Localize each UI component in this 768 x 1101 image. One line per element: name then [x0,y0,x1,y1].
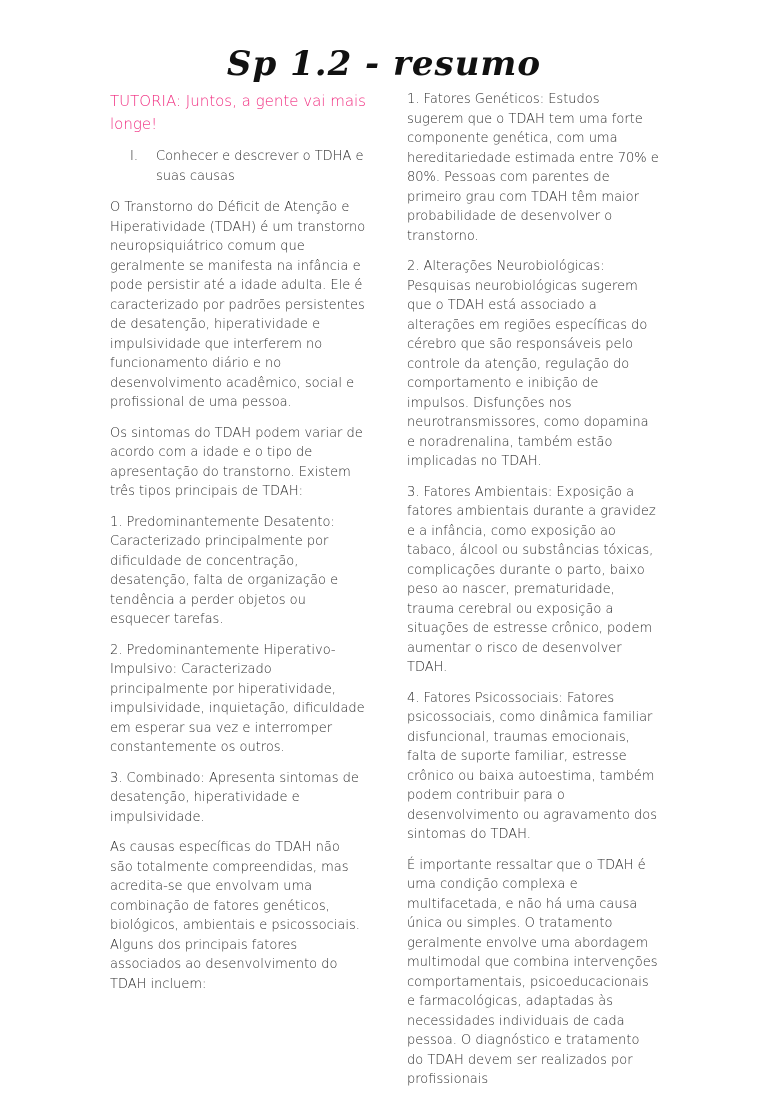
goal-number: I. [130,149,138,164]
paragraph-genetic-factors: 1. Fatores Genéticos: Estudos sugerem que o TDAH tem uma forte componente genética, com uma hereditariedade estimada entre 70% e 80%. Pessoas com parentes de primeiro grau com TDAH têm maior probabilidade de desenvolver o transtorno. [407,92,659,244]
paragraph-causes: As causas específicas do TDAH não são totalmente compreendidas, mas acredita-se que envolvam uma combinação de fatores genéticos, biológicos, ambientais e psicossociais. Alguns dos principais fatores associados ao desenvolvimento do TDAH incluem: [110,840,360,992]
paragraph-symptoms: Os sintomas do TDAH podem variar de acordo com a idade e o tipo de apresentação do transtorno. Existem três tipos principais de TDAH: [110,425,363,499]
page-title: Sp 1.2 - resumo [226,44,542,84]
paragraph-conclusion: É importante ressaltar que o TDAH é uma condição complexa e multifacetada, e não há uma causa única ou simples. O tratamento geralmente envolve uma abordagem multimodal que combina intervenções comportamentais, psicoeducacionais e farmacológicas, adaptadas às necessidades individuais de cada pessoa. O diagnóstico e tratamento do TDAH devem ser realizados por profissionais [407,857,658,1087]
paragraph-neurobiological: 2. Alterações Neurobiológicas: Pesquisas neurobiológicas sugerem que o TDAH está associado a alterações em regiões específicas do cérebro que são responsáveis pelo controle da atenção, regulação do comportamento e inibição de impulsos. Disfunções nos neurotransmissores, como dopamina e noradrenalina, também estão implicadas no TDAH. [407,259,649,469]
paragraph-type-hyperactive: 2. Predominantemente Hiperativo-Impulsivo: Caracterizado principalmente por hiperatividade, impulsividade, inquietação, dificuldade em esperar sua vez e interromper constantemente os outros. [110,642,365,755]
paragraph-psychosocial: 4. Fatores Psicossociais: Fatores psicossociais, como dinâmica familiar disfuncional, traumas emocionais, falta de suporte familiar, estresse crônico ou baixa autoestima, também podem contribuir para o desenvolvimento ou agravamento dos sintomas do TDAH. [407,690,658,842]
learning-goal [110,147,366,186]
paragraph-intro: O Transtorno do Déficit de Atenção e Hiperatividade (TDAH) é um transtorno neuropsiquiátrico comum que geralmente se manifesta na infância e pode persistir até a idade adulta. Ele é caracterizado por padrões persistentes de desatenção, hiperatividade e impulsividade que interferem no funcionamento diário e no desenvolvimento acadêmico, social e profissional de uma pessoa. [110,200,366,410]
goal-text: Conhecer e descrever o TDHA e suas causas [156,149,364,184]
paragraph-environmental: 3. Fatores Ambientais: Exposição a fatores ambientais durante a gravidez e a infância, como exposição ao tabaco, álcool ou substâncias tóxicas, complicações durante o parto, baixo peso ao nascer, prematuridade, trauma cerebral ou exposição a situações de estresse crônico, podem aumentar o risco de desenvolver TDAH. [407,484,656,675]
right-column [407,90,659,1101]
left-column [110,90,366,1005]
paragraph-type-inattentive: 1. Predominantemente Desatento: Caracterizado principalmente por dificuldade de concentração, desatenção, falta de organização e tendência a perder objetos ou esquecer tarefas. [110,514,339,627]
tutoria-heading: TUTORIA: Juntos, a gente vai mais longe! [110,92,366,133]
paragraph-type-combined: 3. Combinado: Apresenta sintomas de desatenção, hiperatividade e impulsividade. [110,770,359,825]
